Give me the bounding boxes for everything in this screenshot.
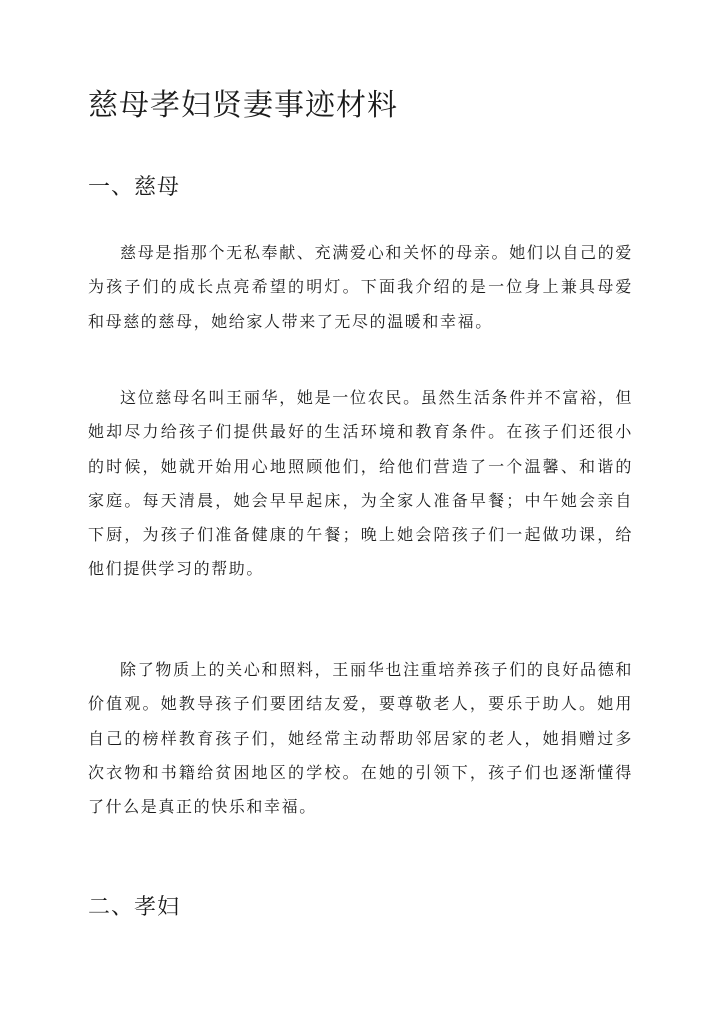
- paragraph: 慈母是指那个无私奉献、充满爱心和关怀的母亲。她们以自己的爱为孩子们的成长点亮希望的明灯。下面我介绍的是一位身上兼具母爱和母慈的慈母，她给家人带来了无尽的温暖和幸福。: [88, 243, 633, 331]
- document-title: 慈母孝妇贤妻事迹材料: [88, 88, 398, 123]
- section-heading-xiaofu: 二、孝妇: [88, 895, 181, 920]
- paragraph: 这位慈母名叫王丽华，她是一位农民。虽然生活条件并不富裕，但她却尽力给孩子们提供最好的生活环境和教育条件。在孩子们还很小的时候，她就开始用心地照顾他们，给他们营造了一个温馨、和谐的家庭。每天清晨，她会早早起床，为全家人准备早餐；中午她会亲自下厨，为孩子们准备健康的午餐；晚上她会陪孩子们一起做功课，给他们提供学习的帮助。: [88, 388, 633, 579]
- paragraph: 除了物质上的关心和照料，王丽华也注重培养孩子们的良好品德和价值观。她教导孩子们要团结友爱，要尊敬老人，要乐于助人。她用自己的榜样教育孩子们，她经常主动帮助邻居家的老人，她捐赠过多次衣物和书籍给贫困地区的学校。在她的引领下，孩子们也逐渐懂得了什么是真正的快乐和幸福。: [88, 660, 633, 817]
- section-heading-cimu: 一、慈母: [88, 175, 181, 200]
